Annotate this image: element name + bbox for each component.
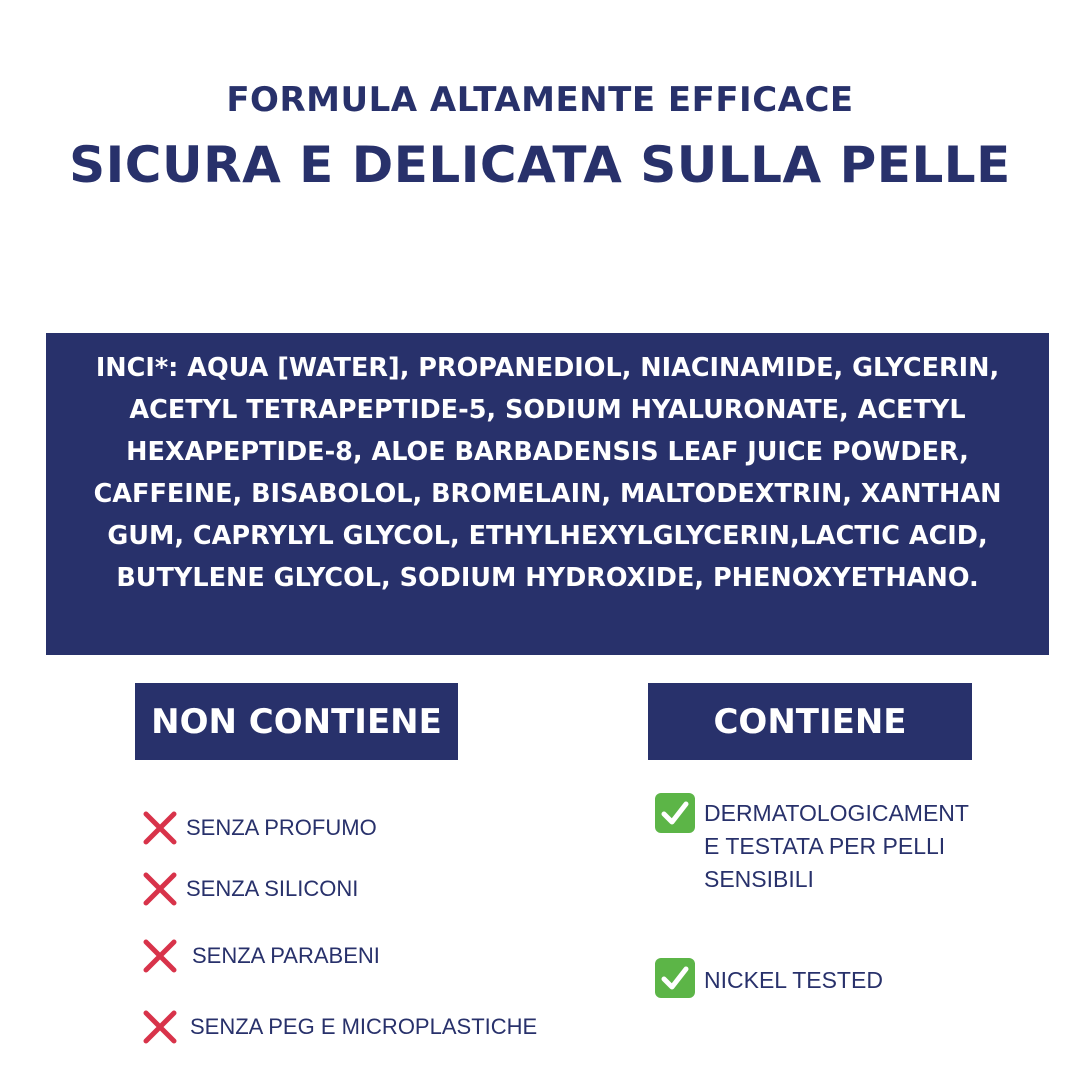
check-icon bbox=[655, 793, 695, 833]
contiene-heading: CONTIENE bbox=[648, 683, 972, 760]
check-item-line: DERMATOLOGICAMENT bbox=[704, 800, 969, 826]
item-label: SENZA PARABENI bbox=[192, 943, 380, 968]
check-item-line: SENSIBILI bbox=[704, 866, 814, 892]
list-item bbox=[142, 1009, 537, 1045]
item-label: SENZA PROFUMO bbox=[186, 815, 377, 840]
list-item bbox=[142, 871, 358, 907]
item-label: SENZA SILICONI bbox=[186, 876, 359, 901]
inci-box bbox=[46, 333, 1049, 655]
check-icon bbox=[655, 958, 695, 998]
list-item bbox=[142, 810, 377, 846]
check-item-line: NICKEL TESTED bbox=[704, 967, 883, 993]
cross-icon bbox=[142, 810, 178, 846]
page-title: SICURA E DELICATA SULLA PELLE bbox=[69, 136, 1011, 194]
inci-line: INCI*: AQUA [WATER], PROPANEDIOL, NIACINAMIDE, GLYCERIN, bbox=[95, 353, 1000, 383]
item-label: SENZA PEG E MICROPLASTICHE bbox=[190, 1014, 538, 1039]
inci-line: CAFFEINE, BISABOLOL, BROMELAIN, MALTODEXTRIN, XANTHAN bbox=[93, 479, 1002, 509]
inci-line: ACETYL TETRAPEPTIDE-5, SODIUM HYALURONATE, ACETYL bbox=[129, 395, 966, 425]
list-item bbox=[142, 938, 380, 974]
subtitle: FORMULA ALTAMENTE EFFICACE bbox=[226, 80, 854, 120]
inci-line: HEXAPEPTIDE-8, ALOE BARBADENSIS LEAF JUICE POWDER, bbox=[126, 437, 969, 467]
check-item-line: E TESTATA PER PELLI bbox=[704, 833, 946, 859]
check-item-text bbox=[704, 964, 883, 997]
check-item-text bbox=[704, 797, 969, 896]
inci-line: GUM, CAPRYLYL GLYCOL, ETHYLHEXYLGLYCERIN,LACTIC ACID, bbox=[107, 521, 988, 551]
cross-icon bbox=[142, 938, 178, 974]
cross-icon bbox=[142, 1009, 178, 1045]
non-contiene-heading: NON CONTIENE bbox=[135, 683, 458, 760]
inci-line: BUTYLENE GLYCOL, SODIUM HYDROXIDE, PHENOXYETHANO. bbox=[116, 563, 979, 593]
cross-icon bbox=[142, 871, 178, 907]
